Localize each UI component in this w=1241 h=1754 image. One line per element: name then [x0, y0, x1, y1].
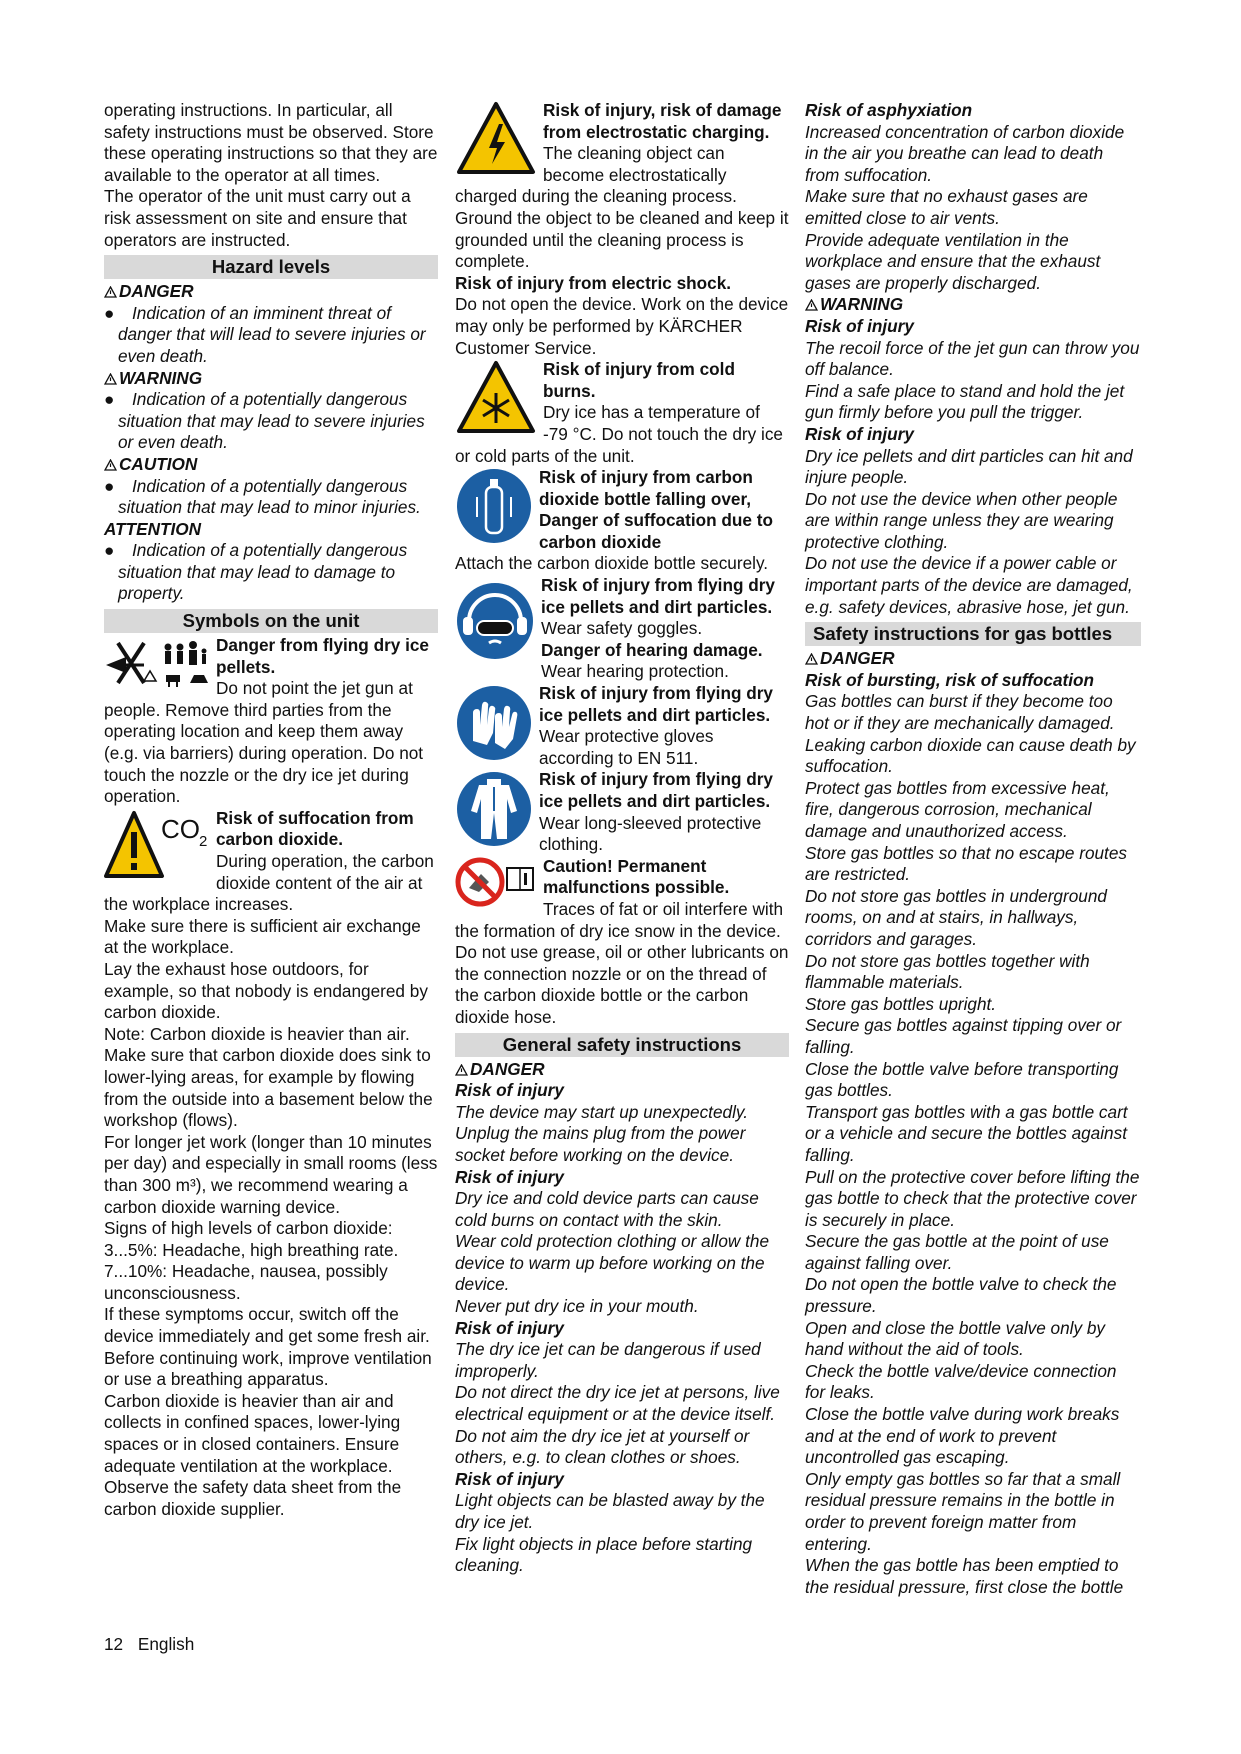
risk-injury-title: Risk of injury	[455, 1080, 564, 1101]
symbols-heading: Symbols on the unit	[104, 609, 438, 633]
hazard-levels-heading: Hazard levels	[104, 255, 438, 279]
co2-title: Risk of suffocation from carbon dioxide.	[216, 807, 414, 850]
page-number: 12	[104, 1634, 124, 1654]
risk-injury-title: Risk of injury	[455, 1468, 564, 1489]
gas-item: Do not store gas bottles together with flammable materials.	[805, 950, 1090, 993]
footer-language: English	[137, 1634, 195, 1654]
gas-item: Only empty gas bottles so far that a small residual pressure remains in the bottle in order to prevent foreign matter from entering.	[805, 1468, 1121, 1554]
intro-text: operating instructions. In particular, all safety instructions must be observed. Store these operating instructions so that they are available to the operator at all times.	[104, 100, 438, 185]
flying-dry-ice-title: Danger from flying dry ice pellets.	[216, 635, 429, 677]
datasheet-text: Observe the safety data sheet from the carbon dioxide supplier.	[104, 1477, 402, 1519]
goggles-hearing-icon	[455, 581, 535, 661]
risk-injury-text: Dry ice and cold device parts can cause cold burns on contact with the skin.	[455, 1188, 759, 1230]
warning-triangle-icon	[805, 299, 818, 311]
svg-text:CO: CO	[161, 813, 200, 844]
gas-item: Check the bottle valve/device connection for leaks.	[805, 1360, 1117, 1403]
protective-clothing-icon	[455, 769, 533, 849]
goggles-title: Risk of injury from flying dry ice pellets and dirt particles.	[541, 575, 775, 617]
risk-injury-text: Wear cold protection clothing or allow the device to warm up before working on the device.	[455, 1231, 769, 1295]
asphyxiation-title: Risk of asphyxiation	[805, 100, 973, 120]
cold-burns-text: Dry ice has a temperature of -79 °C. Do not touch the dry ice or cold parts of the unit.	[455, 402, 783, 466]
risk-injury-text: Do not use the device when other people are within range unless they are wearing protective clothing.	[805, 488, 1118, 552]
flying-dry-ice-text: Do not point the jet gun at people. Remove third parties from the operating location and keep them away (e.g. via barriers) during operation. Do not touch the nozzle or the dry ice jet during operation.	[104, 678, 424, 807]
longer-work-text: For longer jet work (longer than 10 minutes per day) and especially in small rooms (less than 300 m³), we recommend wearing a carbon dioxide warning device.	[104, 1131, 438, 1217]
hearing-title: Danger of hearing damage.	[541, 639, 763, 660]
danger-label: DANGER	[104, 281, 438, 303]
risk-injury-text: Light objects can be blasted away by the dry ice jet.	[455, 1490, 765, 1532]
exhaust-text: Lay the exhaust hose outdoors, for example, so that nobody is endangered by carbon dioxide.	[104, 958, 428, 1023]
cold-burns-title: Risk of injury from cold burns.	[543, 359, 735, 401]
gas-item: Protect gas bottles from excessive heat, fire, dangerous corrosion, mechanical damage and unauthorized access.	[805, 777, 1110, 841]
warning-triangle-icon	[104, 459, 117, 471]
risk-injury-title: Risk of injury	[455, 1317, 564, 1338]
gas-item: Store gas bottles so that no escape routes are restricted.	[805, 842, 1127, 885]
co2-warning-icon	[104, 810, 210, 880]
gas-bottle-icon	[455, 467, 533, 545]
risk-injury-text: The device may start up unexpectedly. Unplug the mains plug from the power socket before working on the device.	[455, 1101, 748, 1165]
asphyxiation-text: Increased concentration of carbon dioxide in the air you breathe can lead to death from suffocation.	[805, 121, 1125, 185]
electric-shock-text: Do not open the device. Work on the device may only be performed by KÄRCHER Customer Service.	[455, 294, 789, 358]
risk-assessment-text: The operator of the unit must carry out a risk assessment on site and ensure that operators are instructed.	[104, 186, 411, 250]
column-left	[104, 100, 438, 1520]
gas-item: Transport gas bottles with a gas bottle cart or a vehicle and secure the bottles against falling.	[805, 1101, 1128, 1165]
co2-text: During operation, the carbon dioxide content of the air at the workplace increases.	[104, 851, 434, 915]
gloves-title: Risk of injury from flying dry ice pellets and dirt particles.	[539, 683, 773, 725]
risk-injury-text: Do not aim the dry ice jet at yourself or others, e.g. to clean clothes or shoes.	[455, 1425, 750, 1468]
gas-bottles-heading: Safety instructions for gas bottles	[805, 622, 1141, 646]
warning-triangle-icon	[104, 286, 117, 298]
gas-item: Do not store gas bottles in underground rooms, on and at stairs, in hallways, corridors and garages.	[805, 885, 1107, 949]
gas-item: Close the bottle valve before transporting gas bottles.	[805, 1058, 1119, 1101]
column-right	[805, 100, 1141, 1598]
gas-item: Secure gas bottles against tipping over or falling.	[805, 1015, 1122, 1057]
sign-1: 3...5%: Headache, high breathing rate.	[104, 1239, 399, 1260]
gloves-text: Wear protective gloves according to EN 511.	[539, 726, 714, 768]
goggles-text: Wear safety goggles.	[541, 618, 703, 639]
electrostatic-title: Risk of injury, risk of damage from electrostatic charging.	[543, 100, 782, 142]
general-safety-heading: General safety instructions	[455, 1033, 789, 1057]
warning-item: ● Indication of a potentially dangerous situation that may lead to severe injuries or even death.	[104, 389, 425, 453]
caution-item: ● Indication of a potentially dangerous situation that may lead to minor injuries.	[104, 475, 421, 518]
risk-injury-text: Fix light objects in place before starting cleaning.	[455, 1533, 753, 1576]
asphyxiation-text: Provide adequate ventilation in the workplace and ensure that the exhaust gases are properly discharged.	[805, 229, 1101, 293]
bursting-title: Risk of bursting, risk of suffocation	[805, 669, 1095, 690]
risk-injury-title: Risk of injury	[455, 1166, 564, 1187]
signs-text: Signs of high levels of carbon dioxide:	[104, 1218, 393, 1239]
attention-item: ● Indication of a potentially dangerous situation that may lead to damage to property.	[104, 540, 408, 604]
confined-text: Carbon dioxide is heavier than air and collects in confined spaces, lower-lying spaces or in closed containers. Ensure adequate ventilation at the workplace.	[104, 1390, 401, 1476]
caution-label: CAUTION	[104, 454, 438, 476]
gas-item: Store gas bottles upright.	[805, 993, 997, 1014]
hearing-text: Wear hearing protection.	[541, 661, 729, 682]
grease-text: Traces of fat or oil interfere with the formation of dry ice snow in the device. Do not use grease, oil or other lubricants on the connection nozzle or on the thread of the carbon dioxide bottle or the carbon dioxide hose.	[455, 898, 789, 1027]
risk-injury-title: Risk of injury	[805, 315, 914, 336]
gloves-icon	[455, 683, 533, 763]
page-footer	[104, 1634, 204, 1655]
gas-danger-label: DANGER	[805, 648, 1141, 670]
svg-text:2: 2	[199, 832, 208, 850]
grease-title: Caution! Permanent malfunctions possible.	[543, 855, 730, 898]
risk-injury-text: Do not use the device if a power cable or important parts of the device are damaged, e.g. safety devices, abrasive hose, jet gun.	[805, 553, 1133, 617]
gas-item: Open and close the bottle valve only by hand without the aid of tools.	[805, 1317, 1106, 1360]
general-danger-label: DANGER	[455, 1059, 789, 1081]
gas-bottle-text: Attach the carbon dioxide bottle securely.	[455, 553, 769, 574]
gas-item: When the gas bottle has been emptied to the residual pressure, first close the bottle	[805, 1555, 1124, 1597]
warning-label: WARNING	[104, 368, 438, 390]
note-text: Note: Carbon dioxide is heavier than air. Make sure that carbon dioxide does sink to lower-lying areas, for example by flowing from the outside into a basement below the workshop (flows).	[104, 1023, 433, 1131]
risk-injury-text: Find a safe place to stand and hold the jet gun firmly before you pull the trigger.	[805, 380, 1125, 423]
warning-triangle-icon	[104, 373, 117, 385]
asphyxiation-text: Make sure that no exhaust gases are emitted close to air vents.	[805, 186, 1088, 228]
risk-injury-text: The recoil force of the jet gun can throw you off balance.	[805, 337, 1140, 380]
warning-triangle-icon	[805, 653, 818, 665]
air-exchange-text: Make sure there is sufficient air exchange at the workplace.	[104, 915, 421, 958]
sign-2: 7...10%: Headache, nausea, possibly unconsciousness.	[104, 1261, 388, 1303]
clothing-text: Wear long-sleeved protective clothing.	[539, 812, 762, 855]
electric-shock-title: Risk of injury from electric shock.	[455, 272, 732, 293]
column-middle	[455, 100, 789, 1577]
gas-item: Do not open the bottle valve to check the pressure.	[805, 1274, 1117, 1317]
warning-label: WARNING	[805, 294, 1141, 316]
risk-injury-text: Dry ice pellets and dirt particles can hit and injure people.	[805, 445, 1133, 488]
risk-injury-title: Risk of injury	[805, 423, 914, 444]
gas-bottle-title: Risk of injury from carbon dioxide bottle falling over, Danger of suffocation due to carbon dioxide	[539, 467, 773, 552]
gas-item: Gas bottles can burst if they become too hot or if they are mechanically damaged.	[805, 691, 1115, 734]
electrostatic-text: The cleaning object can become electrostatically charged during the cleaning process. Ground the object to be cleaned and keep it grounded until the cleaning process is complete.	[455, 143, 789, 272]
risk-injury-text: Never put dry ice in your mouth.	[455, 1296, 699, 1317]
risk-injury-text: Do not direct the dry ice jet at persons, live electrical equipment or at the device itself.	[455, 1382, 780, 1425]
clothing-title: Risk of injury from flying dry ice pellets and dirt particles.	[539, 769, 773, 811]
no-grease-icon	[455, 856, 537, 908]
symptoms-text: If these symptoms occur, switch off the device immediately and get some fresh air. Before continuing work, improve ventilation or use a breathing apparatus.	[104, 1304, 432, 1390]
danger-item: ● Indication of an imminent threat of danger that will lead to severe injuries or even death.	[104, 302, 426, 366]
risk-injury-text: The dry ice jet can be dangerous if used improperly.	[455, 1339, 761, 1381]
electrostatic-warning-icon	[455, 100, 537, 176]
flying-dry-ice-icon	[104, 635, 210, 693]
attention-label: ATTENTION	[104, 518, 202, 539]
gas-item: Leaking carbon dioxide can cause death by suffocation.	[805, 734, 1136, 777]
gas-item: Close the bottle valve during work breaks and at the end of work to prevent uncontrolled gas escaping.	[805, 1404, 1120, 1468]
cold-burns-icon	[455, 359, 537, 435]
warning-triangle-icon	[455, 1064, 468, 1076]
gas-item: Secure the gas bottle at the point of use against falling over.	[805, 1231, 1109, 1273]
gas-item: Pull on the protective cover before lifting the gas bottle to check that the protective cover is securely in place.	[805, 1166, 1140, 1230]
